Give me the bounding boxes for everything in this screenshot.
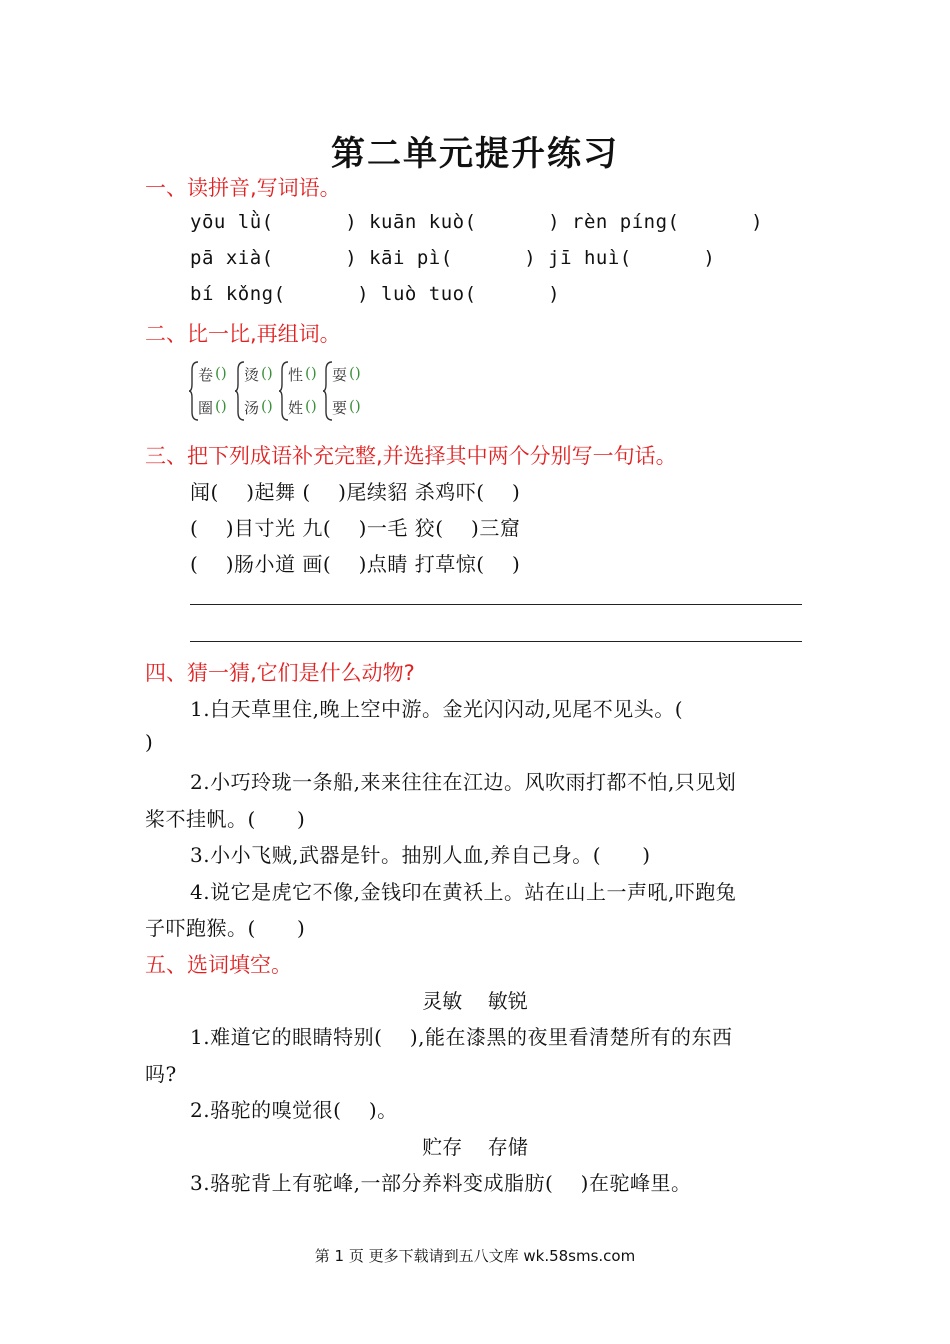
idiom-line-2: ( )目寸光 九( )一毛 狡( )三窟 bbox=[190, 516, 521, 540]
riddle-4: 4.说它是虎它不像,金钱印在黄袄上。站在山上一声吼,吓跑兔 bbox=[190, 880, 737, 904]
answer-blank[interactable]: () bbox=[261, 397, 273, 415]
idiom-line-3: ( )肠小道 画( )点睛 打草惊( ) bbox=[190, 552, 521, 576]
riddle-3: 3.小小飞贼,武器是针。抽别人血,养自己身。( ) bbox=[190, 843, 651, 867]
section2-heading: 二、比一比,再组词。 bbox=[145, 322, 341, 346]
answer-line[interactable] bbox=[190, 604, 802, 605]
fill-question-1: 1.难道它的眼睛特别( ),能在漆黑的夜里看清楚所有的东西 bbox=[190, 1025, 733, 1049]
word-choice-1: 灵敏 敏锐 bbox=[422, 989, 528, 1013]
compare-pair bbox=[234, 360, 280, 422]
word-choice-2: 贮存 存储 bbox=[422, 1135, 528, 1159]
answer-blank[interactable]: () bbox=[349, 397, 361, 415]
fill-question-2: 2.骆驼的嗅觉很( )。 bbox=[190, 1098, 398, 1122]
answer-blank[interactable]: () bbox=[349, 364, 361, 382]
compare-char-bottom: 汤 bbox=[244, 399, 260, 417]
section4-heading: 四、猜一猜,它们是什么动物? bbox=[145, 661, 415, 685]
compare-char-bottom: 要 bbox=[332, 399, 348, 417]
riddle-2: 2.小巧玲珑一条船,来来往往在江边。风吹雨打都不怕,只见划 bbox=[190, 770, 737, 794]
page-footer: 第 1 页 更多下载请到五八文库 wk.58sms.com bbox=[314, 1247, 636, 1265]
pinyin-line-1: yōu lǜ( ) kuān kuò( ) rèn píng( ) bbox=[190, 211, 764, 233]
section1-heading: 一、读拼音,写词语。 bbox=[145, 176, 341, 200]
answer-blank[interactable]: () bbox=[305, 364, 317, 382]
answer-line[interactable] bbox=[190, 641, 802, 642]
compare-char-top: 卷 bbox=[198, 366, 214, 384]
page-title: 第二单元提升练习 bbox=[331, 134, 619, 174]
answer-blank[interactable]: () bbox=[261, 364, 273, 382]
compare-char-top: 耍 bbox=[332, 366, 348, 384]
compare-pair bbox=[188, 360, 234, 422]
compare-char-top: 性 bbox=[288, 366, 304, 384]
compare-char-bottom: 姓 bbox=[288, 399, 304, 417]
answer-blank[interactable]: () bbox=[305, 397, 317, 415]
idiom-line-1: 闻( )起舞 ( )尾续貂 杀鸡吓( ) bbox=[190, 480, 521, 504]
answer-blank[interactable]: () bbox=[215, 397, 227, 415]
compare-pair bbox=[322, 360, 368, 422]
compare-char-top: 烫 bbox=[244, 366, 260, 384]
compare-char-bottom: 圈 bbox=[198, 399, 214, 417]
compare-pair bbox=[278, 360, 324, 422]
pinyin-line-2: pā xià( ) kāi pì( ) jī huì( ) bbox=[190, 247, 716, 269]
riddle-1-cont: ) bbox=[145, 730, 154, 754]
riddle-4-cont: 子吓跑猴。( ) bbox=[145, 916, 306, 940]
section5-heading: 五、选词填空。 bbox=[145, 953, 292, 977]
pinyin-line-3: bí kǒng( ) luò tuo( ) bbox=[190, 283, 561, 305]
fill-question-1-cont: 吗? bbox=[145, 1062, 177, 1086]
answer-blank[interactable]: () bbox=[215, 364, 227, 382]
riddle-2-cont: 桨不挂帆。( ) bbox=[145, 807, 306, 831]
riddle-1: 1.白天草里住,晚上空中游。金光闪闪动,见尾不见头。( bbox=[190, 697, 684, 721]
section3-heading: 三、把下列成语补充完整,并选择其中两个分别写一句话。 bbox=[145, 444, 677, 468]
fill-question-3: 3.骆驼背上有驼峰,一部分养料变成脂肪( )在驼峰里。 bbox=[190, 1171, 692, 1195]
